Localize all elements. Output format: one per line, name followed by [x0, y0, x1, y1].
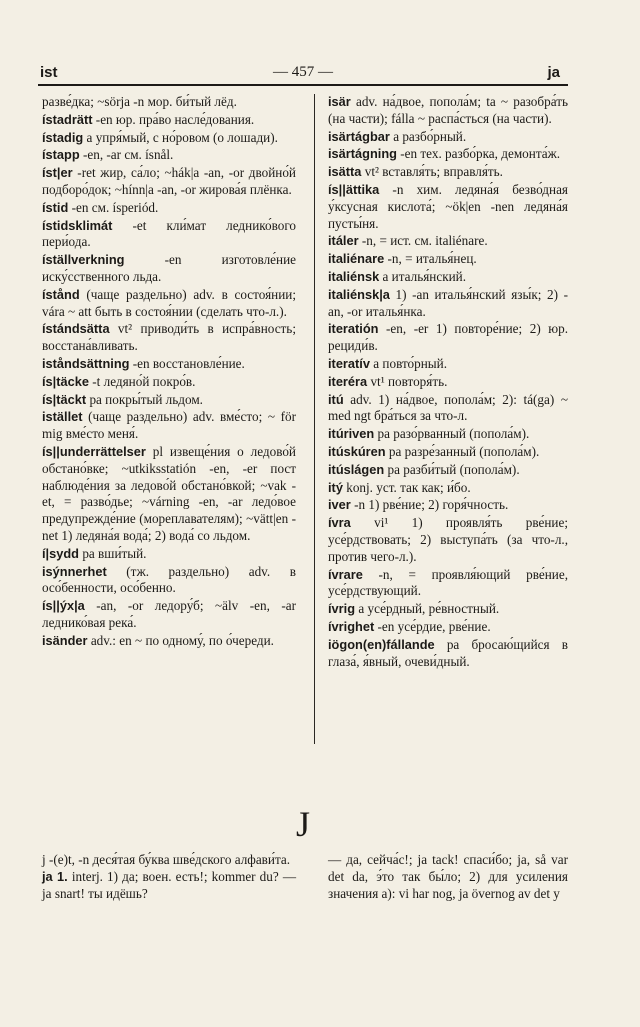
- entry-definition: a разбо́рный.: [389, 128, 467, 144]
- entry-definition: -en тех. разбо́рка, демонта́ж.: [396, 146, 560, 162]
- entry-definition: pa разо́рванный (попола́м).: [374, 426, 530, 442]
- dictionary-entry: [42, 374, 296, 391]
- entry-headword: iögon(en)fállande: [328, 636, 435, 652]
- dictionary-entry: [328, 164, 568, 181]
- entry-definition: adv. на́двое, попола́м; ta ~ разобра́ть (на части); fálla ~ распа́сться (на части).: [328, 94, 568, 126]
- dictionary-entry: [42, 165, 296, 199]
- entry-definition: a италья́нский.: [379, 268, 467, 284]
- entry-definition: -en юр. пра́во насле́дования.: [92, 111, 255, 127]
- entry-definition: vt¹ повторя́ть.: [367, 373, 448, 389]
- dictionary-entry: [42, 444, 296, 545]
- bottom-left-column: [42, 852, 296, 922]
- dictionary-entry: [328, 392, 568, 426]
- entry-definition: (чаще раздельно) adv. в состоя́нии; vára ~ att быть в состоя́нии (сделать что-л.).: [42, 286, 296, 319]
- header-left-word: ist: [40, 64, 58, 81]
- entry-definition: -n 1) рве́ние; 2) горя́чность.: [350, 497, 509, 513]
- dictionary-entry: [42, 392, 296, 409]
- entry-definition: — да, сейча́с!; ja tack! спаси́бо; ja, så var det da, э́то так бы́ло; 2) для усиления значения a): vi har nog, ja övernog av det у: [328, 852, 568, 901]
- dictionary-entry: [42, 546, 296, 563]
- entry-definition: -en см. ísperiód.: [68, 199, 159, 215]
- entry-headword: istället: [42, 409, 83, 425]
- page-number: — 457 —: [273, 64, 333, 80]
- section-letter: J: [295, 804, 310, 844]
- entry-definition: a повто́рный.: [369, 355, 448, 371]
- entry-headword: itúslágen: [328, 461, 385, 477]
- entry-definition: -n, = ист. см. italiénare.: [358, 233, 488, 249]
- entry-headword: ístånd: [42, 286, 80, 302]
- right-column: [328, 94, 568, 671]
- entry-headword: íst|er: [42, 165, 73, 181]
- entry-definition: -an, -or ледору́б; ~älv -en, -ar леднико́вая река́.: [42, 598, 296, 630]
- entry-headword: iteratív: [328, 355, 370, 371]
- dictionary-entry: [328, 129, 568, 146]
- dictionary-entry: [42, 112, 296, 129]
- entry-definition: pa вши́тый.: [79, 545, 147, 561]
- dictionary-entry: [328, 374, 568, 391]
- entry-definition: -en, -ar см. ísnål.: [79, 147, 174, 163]
- entry-headword: ís||ýx|a: [42, 598, 85, 614]
- entry-definition: -en восстановле́ние.: [129, 355, 245, 371]
- entry-headword: íställverkning: [42, 252, 125, 268]
- entry-definition: -t ледяно́й покро́в.: [88, 373, 196, 389]
- entry-headword: isär: [328, 94, 351, 109]
- dictionary-entry: [42, 869, 296, 903]
- entry-headword: ívrig: [328, 601, 356, 617]
- entry-definition: pa покры́тый льдом.: [86, 391, 203, 407]
- dictionary-entry: [328, 444, 568, 461]
- dictionary-entry: [42, 598, 296, 632]
- entry-headword: itúriven: [328, 426, 375, 442]
- entry-definition: interj. 1) да; воен. есть!; kommer du? — ja snart! ты идёшь?: [42, 868, 297, 901]
- entry-headword: ís|täckt: [42, 391, 87, 407]
- entry-definition: -en, -er 1) повторе́ние; 2) юр. рециди́в.: [328, 321, 568, 354]
- dictionary-entry: [42, 356, 296, 373]
- entry-definition: a упря́мый, с но́ровом (о лошади).: [83, 129, 278, 145]
- entry-headword: ístadig: [42, 129, 84, 145]
- entry-headword: ístadrätt: [42, 111, 93, 127]
- entry-headword: isýnnerhet: [42, 563, 107, 579]
- dictionary-entry: [328, 852, 568, 902]
- entry-definition: -n, = проявля́ющий рве́ние, усе́рдствующий.: [328, 566, 568, 599]
- entry-definition: pa бросаю́щийся в глаза́, я́вный, очеви́дный.: [328, 636, 568, 669]
- entry-headword: ís||underrättelser: [42, 443, 146, 459]
- entry-headword: ja 1.: [42, 868, 68, 884]
- entry-headword: iståndsättning: [42, 355, 130, 371]
- dictionary-entry: [328, 251, 568, 268]
- entry-definition: -en изготовле́ние иску́сственного льда.: [42, 252, 296, 284]
- entry-definition: pa разби́тый (попола́м).: [384, 461, 520, 477]
- entry-headword: isärtágbar: [328, 128, 390, 144]
- left-column: [42, 94, 296, 651]
- dictionary-entry: [42, 252, 296, 286]
- entry-headword: iteratión: [328, 321, 379, 337]
- entry-headword: ístidsklimát: [42, 217, 113, 233]
- dictionary-entry: [42, 147, 296, 164]
- entry-headword: italiénare: [328, 251, 385, 267]
- entry-headword: isänder: [42, 632, 88, 648]
- entry-definition: 1) -an италья́нский язы́к; 2) -an, -or италья́нка.: [328, 286, 568, 319]
- entry-definition: vi¹ 1) проявля́ть рве́ние; усе́рдствовать; 2) выступа́ть (за что-л., против чего-л.).: [328, 515, 568, 564]
- entry-headword: ívrighet: [328, 618, 375, 634]
- entry-definition: a усе́рдный, ре́вностный.: [355, 601, 500, 617]
- entry-headword: ís||ättika: [328, 181, 380, 197]
- dictionary-entry: [328, 515, 568, 565]
- entry-headword: itú: [328, 391, 344, 407]
- dictionary-entry: [328, 321, 568, 355]
- dictionary-entry: [328, 601, 568, 618]
- entry-definition: -n, = италья́нец.: [384, 251, 477, 267]
- dictionary-entry: [42, 409, 296, 443]
- entry-headword: iver: [328, 497, 351, 513]
- entry-headword: ís|täcke: [42, 373, 89, 389]
- dictionary-entry: [328, 480, 568, 497]
- dictionary-entry: [42, 287, 296, 321]
- dictionary-entry: [42, 218, 296, 252]
- entry-headword: ívra: [328, 515, 351, 531]
- dictionary-entry: [328, 182, 568, 232]
- dictionary-entry: [42, 94, 296, 111]
- entry-definition: pa разре́занный (попола́м).: [385, 443, 540, 459]
- dictionary-entry: [328, 94, 568, 128]
- dictionary-entry: [328, 269, 568, 286]
- entry-headword: itáler: [328, 233, 359, 249]
- page-header: [38, 60, 568, 86]
- dictionary-entry: [328, 287, 568, 321]
- entry-headword: ístapp: [42, 147, 80, 163]
- dictionary-entry: [328, 462, 568, 479]
- column-divider: [314, 94, 315, 744]
- entry-definition: adv. 1) на́двое, попола́м; 2): tá(ga) ~ med ngt бра́ться за что-л.: [328, 391, 568, 424]
- dictionary-entry: [328, 567, 568, 601]
- dictionary-entry: [42, 633, 296, 650]
- entry-headword: itúskúren: [328, 443, 386, 459]
- entry-headword: italiénsk|a: [328, 286, 390, 302]
- entry-definition: j -(e)t, -n деся́тая бу́ква шве́дского алфави́та.: [42, 852, 291, 867]
- entry-headword: ístid: [42, 199, 69, 215]
- entry-headword: itý: [328, 479, 343, 495]
- entry-headword: ívrare: [328, 566, 363, 582]
- dictionary-entry: [328, 146, 568, 163]
- bottom-right-column: [328, 852, 568, 922]
- dictionary-entry: [42, 130, 296, 147]
- entry-headword: ístándsätta: [42, 321, 110, 337]
- entry-definition: adv.: en ~ по одному́, по о́череди.: [87, 632, 274, 648]
- dictionary-entry: [328, 233, 568, 250]
- dictionary-entry: [42, 200, 296, 217]
- entry-definition: (чаще раздельно) adv. вме́сто; ~ för mig вме́сто меня́.: [42, 409, 296, 442]
- dictionary-entry: [328, 637, 568, 671]
- entry-definition: vt² приводи́ть в испра́вность; восстана́вливать.: [42, 321, 296, 354]
- entry-definition: -ret жир, са́ло; ~hák|a -an, -or двойно́й подборо́док; ~hínn|a -an, -or жирова́я плёнка.: [42, 165, 296, 197]
- entry-headword: isätta: [328, 164, 362, 180]
- entry-definition: -et кли́мат леднико́вого пери́ода.: [42, 217, 296, 250]
- header-right-word: ja: [547, 64, 560, 81]
- entry-definition: vt² вставля́ть; вправля́ть.: [361, 164, 503, 180]
- dictionary-entry: [42, 564, 296, 598]
- dictionary-entry: [328, 619, 568, 636]
- dictionary-entry: [328, 497, 568, 514]
- dictionary-entry: [42, 852, 296, 869]
- entry-definition: konj. уст. так как; и́бо.: [342, 479, 471, 495]
- dictionary-entry: [328, 356, 568, 373]
- entry-definition: (тж. раздельно) adv. в осо́бенности, осо́бенно.: [42, 563, 296, 596]
- entry-headword: italiénsk: [328, 268, 380, 284]
- entry-headword: iteréra: [328, 373, 368, 389]
- entry-definition: -n хим. ледяна́я безво́дная у́ксусная кислота́; ~ök|en -nen ледяна́я пусты́ня.: [328, 181, 568, 231]
- dictionary-entry: [42, 321, 296, 355]
- dictionary-entry: [328, 426, 568, 443]
- entry-definition: разве́дка; ~sörja -n мор. би́тый лёд.: [42, 94, 237, 109]
- entry-headword: í|sydd: [42, 545, 80, 561]
- entry-definition: -en усе́рдие, рве́ние.: [374, 618, 491, 634]
- entry-definition: pl извеще́ния о ледово́й обстано́вке; ~utkiksstatión -en, -er пост наблюде́ния за ледово́й обстано́вкой; ~vak -et, = разво́дье; ~várning -en, -ar ледо́вое предупрежде́ние (мореплавателям); ~vätt|en -net 1) ледяна́я вода́; 2) вода́ со льдом.: [42, 443, 296, 543]
- entry-headword: isärtágning: [328, 146, 397, 162]
